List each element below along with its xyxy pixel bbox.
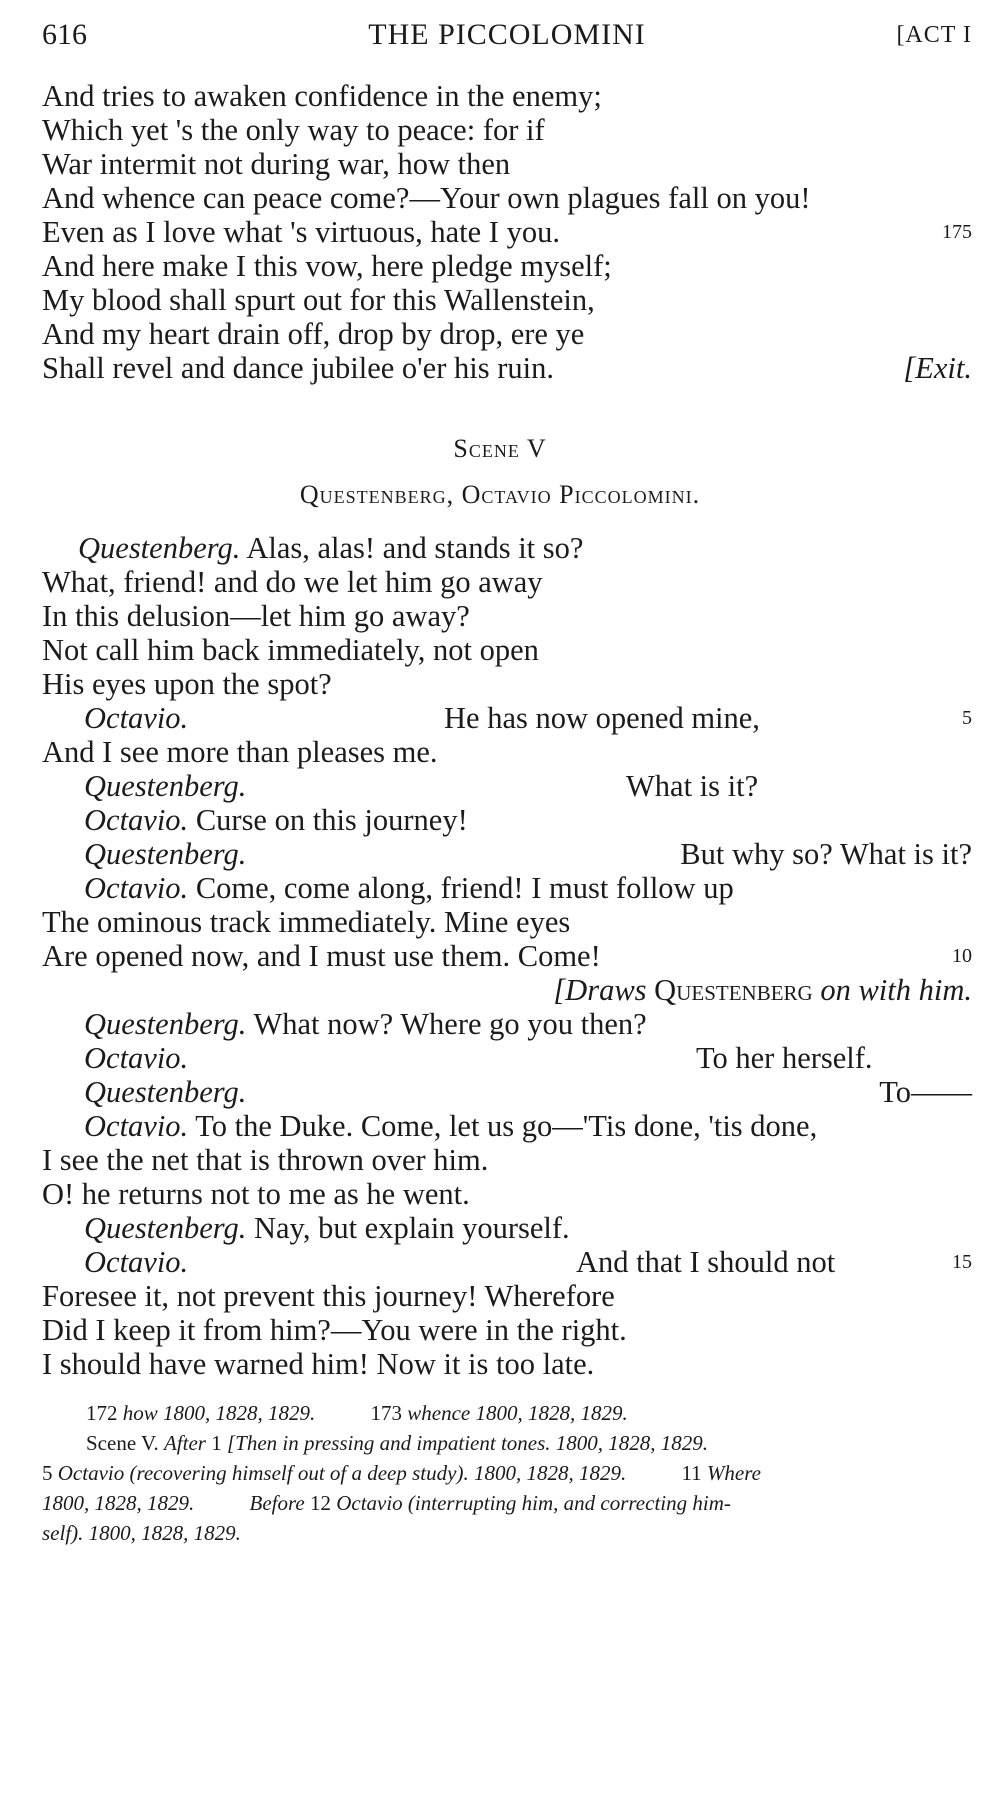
dialogue-line: Did I keep it from him?—You were in the right. — [42, 1313, 627, 1347]
verse-line: And tries to awaken confidence in the enemy; — [42, 79, 602, 113]
verse-line: And my heart drain off, drop by drop, ere ye — [42, 317, 585, 351]
verse-line: Which yet 's the only way to peace: for if — [42, 113, 545, 147]
speech: To her herself. — [696, 1041, 873, 1075]
verse-line: And here make I this vow, here pledge myself; — [42, 249, 612, 283]
dialogue-line: Not call him back immediately, not open — [42, 633, 539, 667]
verse-text: Even as I love what 's virtuous, hate I you. — [42, 215, 560, 249]
line-number: 5 — [962, 707, 972, 729]
footnote-number: 1 — [211, 1431, 222, 1455]
speech: What is it? — [626, 769, 759, 803]
verse-line-exit — [42, 348, 972, 388]
speaker-questenberg: Questenberg. — [84, 1007, 247, 1041]
footnote-line — [42, 1458, 972, 1488]
speaker-octavio: Octavio. — [84, 1109, 189, 1143]
sd-rest: on with him. — [820, 973, 972, 1007]
sd-draws: [Draws — [553, 973, 647, 1007]
speaker-octavio: Octavio. — [84, 803, 189, 837]
running-title: THE PICCOLOMINI — [368, 18, 646, 51]
footnote-text: self). 1800, 1828, 1829. — [42, 1521, 241, 1545]
scene-heading: Scene V — [453, 434, 547, 463]
dialogue-line: The ominous track immediately. Mine eyes — [42, 905, 571, 939]
footnote-line — [42, 1518, 972, 1548]
speech: To—— — [879, 1075, 972, 1109]
dialogue-line: And I see more than pleases me. — [42, 735, 438, 769]
dialogue-line: In this delusion—let him go away? — [42, 599, 470, 633]
speaker-octavio: Octavio. — [84, 1041, 189, 1075]
footnote-number: 5 — [42, 1461, 53, 1485]
speech: Come, come along, friend! I must follow up — [195, 871, 734, 905]
speech: Alas, alas! and stands it so? — [246, 531, 584, 565]
dialogue-line: His eyes upon the spot? — [42, 667, 332, 701]
dialogue-line: O! he returns not to me as he went. — [42, 1177, 470, 1211]
speaker-questenberg: Questenberg. — [84, 837, 247, 871]
footnote-text: Octavio (recovering himself out of a deep study). 1800, 1828, 1829. — [57, 1461, 627, 1485]
footnote-line — [86, 1398, 972, 1428]
speaker-questenberg: Questenberg. — [84, 769, 247, 803]
speech: And that I should not — [576, 1245, 836, 1279]
dialogue-line: Foresee it, not prevent this journey! Wherefore — [42, 1279, 615, 1313]
verse-line: War intermit not during war, how then — [42, 147, 511, 181]
footnote-text: Octavio (interrupting him, and correcting him- — [336, 1491, 731, 1515]
line-number: 10 — [952, 945, 972, 967]
dramatis-personae: Questenberg, Octavio Piccolomini. — [299, 480, 701, 509]
footnote-text: [Then in pressing and impatient tones. 1800, 1828, 1829. — [226, 1431, 709, 1455]
speech: To the Duke. Come, let us go—'Tis done, 'tis done, — [195, 1109, 818, 1143]
speaker-octavio: Octavio. — [84, 701, 189, 735]
verse-line: My blood shall spurt out for this Wallenstein, — [42, 283, 595, 317]
footnote-text: how 1800, 1828, 1829. — [122, 1401, 316, 1425]
speech: But why so? What is it? — [680, 837, 972, 871]
speech: Curse on this journey! — [195, 803, 468, 837]
verse-text: Shall revel and dance jubilee o'er his ruin. — [42, 351, 554, 385]
footnote-number: 172 — [86, 1401, 118, 1425]
footnote-label: Scene V. — [86, 1431, 159, 1455]
footnote-text: Where — [706, 1461, 761, 1485]
dialogue-line: I should have warned him! Now it is too late. — [42, 1347, 595, 1381]
act-label: [ACT I — [896, 22, 972, 48]
stage-direction-exit: [Exit. — [903, 351, 972, 385]
speaker-questenberg: Questenberg. — [84, 1211, 247, 1245]
verse-line: And whence can peace come?—Your own plagues fall on you! — [42, 181, 811, 215]
speech: Nay, but explain yourself. — [253, 1211, 570, 1245]
footnote-line — [42, 1488, 972, 1518]
dialogue-line: What, friend! and do we let him go away — [42, 565, 543, 599]
footnote-number: 12 — [309, 1491, 331, 1515]
dialogue-line: I see the net that is thrown over him. — [42, 1143, 489, 1177]
speech: What now? Where go you then? — [253, 1007, 647, 1041]
footnote-text: 1800, 1828, 1829. — [42, 1491, 195, 1515]
speaker-questenberg: Questenberg. — [84, 1075, 247, 1109]
running-header — [42, 18, 972, 58]
footnote-text: Before — [249, 1491, 305, 1515]
footnote-line — [86, 1428, 972, 1458]
speech: He has now opened mine, — [444, 701, 760, 735]
line-number: 15 — [952, 1251, 972, 1273]
speaker-questenberg: Questenberg. — [78, 531, 241, 565]
footnote-number: 173 — [370, 1401, 403, 1425]
footnote-text: After — [163, 1431, 206, 1455]
page-number: 616 — [42, 18, 87, 51]
footnote-text: whence 1800, 1828, 1829. — [407, 1401, 628, 1425]
speaker-octavio: Octavio. — [84, 1245, 189, 1279]
speaker-octavio: Octavio. — [84, 871, 189, 905]
speech: Are opened now, and I must use them. Come! — [42, 939, 601, 973]
sd-name: Questenberg — [654, 973, 813, 1007]
line-number: 175 — [942, 221, 972, 243]
footnote-number: 11 — [681, 1461, 702, 1485]
